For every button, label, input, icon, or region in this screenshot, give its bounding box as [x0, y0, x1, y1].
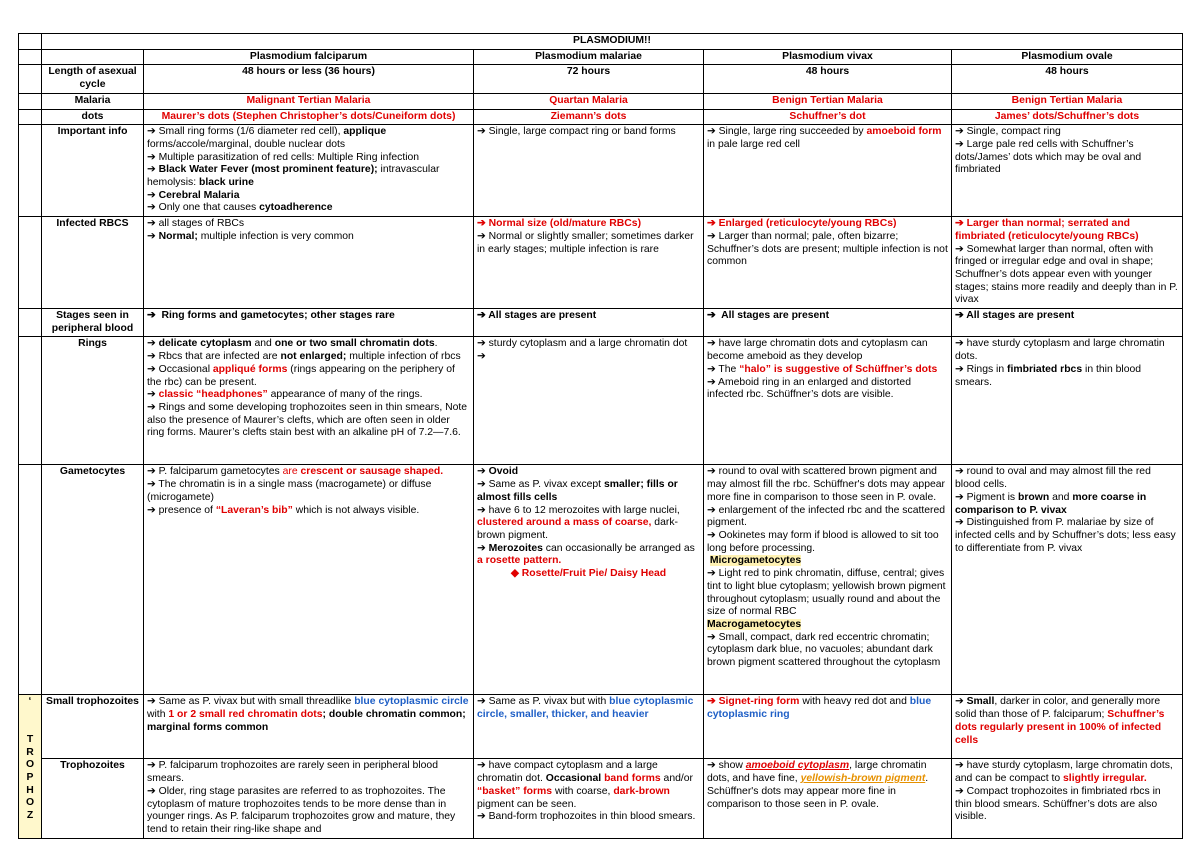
blank-cell — [19, 109, 42, 125]
gametocytes-vivax: ➔ round to oval with scattered brown pigment and may almost fill the rbc. Schüffner's dots may appear more fine in comparison to those seen in P. ovale. ➔ enlargement of the infected rbc and the scattered pigment. ➔ Ookinetes may form if blood is allowed to sit too long before processing. Microgametocytes ➔ Light red to pink chromatin, diffuse, central; gives tint to light blue cytoplasm; yellowish brown pigment throughout cytoplasm; usually round and about the size of normal RBC Macrogametocytes ➔ Small, compact, dark red eccentric chromatin; cytoplasm dark blue, no vacuoles; abundant dark brown pigment scattered throughout the cytoplasm — [704, 465, 952, 695]
side-mark: ‘ — [28, 696, 32, 708]
malaria-malariae: Quartan Malaria — [474, 93, 704, 109]
small-troph-ovale: ➔ Small, darker in color, and generally more solid than those of P. falciparum; Schuffner’s dots regularly present in 100% of infected cells — [952, 695, 1183, 759]
malaria-falciparum: Malignant Tertian Malaria — [144, 93, 474, 109]
rings-vivax: ➔ have large chromatin dots and cytoplasm can become ameboid as they develop ➔ The “halo” is suggestive of Schüffner’s dots ➔ Ameboid ring in an enlarged and distorted infected rbc. Schüffner’s dots are visible. — [704, 337, 952, 465]
malaria-ovale: Benign Tertian Malaria — [952, 93, 1183, 109]
row-label-stages: Stages seen in peripheral blood — [42, 309, 144, 337]
rings-malariae: ➔ sturdy cytoplasm and a large chromatin dot ➔ — [474, 337, 704, 465]
row-label-infected: Infected RBCS — [42, 217, 144, 309]
dots-falciparum: Maurer’s dots (Stephen Christopher’s dots/Cuneiform dots) — [144, 109, 474, 125]
blank-cell — [19, 465, 42, 695]
row-label-malaria: Malaria — [42, 93, 144, 109]
stages-vivax: ➔ All stages are present — [704, 309, 952, 337]
blank-cell — [19, 337, 42, 465]
stages-malariae: ➔ All stages are present — [474, 309, 704, 337]
column-header-ovale: Plasmodium ovale — [952, 49, 1183, 65]
cycle-malariae: 72 hours — [474, 65, 704, 93]
stages-ovale: ➔ All stages are present — [952, 309, 1183, 337]
troph-vivax: ➔ show amoeboid cytoplasm, large chromatin dots, and have fine, yellowish-brown pigment. Schüffner's dots may appear more fine in comparison to those seen in P. ovale. — [704, 759, 952, 838]
cycle-ovale: 48 hours — [952, 65, 1183, 93]
blank-cell — [19, 93, 42, 109]
important-falciparum: ➔ Small ring forms (1/6 diameter red cell), applique forms/accole/marginal, double nuclear dots ➔ Multiple parasitization of red cells: Multiple Ring infection ➔ Black Water Fever (most prominent feature); intravascular hemolysis: black urine ➔ Cerebral Malaria ➔ Only one that causes cytoadherence — [144, 125, 474, 217]
important-malariae: ➔ Single, large compact ring or band forms — [474, 125, 704, 217]
dots-vivax: Schuffner’s dot — [704, 109, 952, 125]
row-label-important: Important info — [42, 125, 144, 217]
row-label-dots: dots — [42, 109, 144, 125]
important-vivax: ➔ Single, large ring succeeded by amoeboid form in pale large red cell — [704, 125, 952, 217]
blank-cell — [19, 309, 42, 337]
gametocytes-falciparum: ➔ P. falciparum gametocytes are crescent or sausage shaped. ➔ The chromatin is in a single mass (macrogamete) or diffuse (microgamete) ➔ presence of “Laveran’s bib” which is not always visible. — [144, 465, 474, 695]
blank-cell — [19, 34, 42, 50]
cycle-falciparum: 48 hours or less (36 hours) — [144, 65, 474, 93]
small-troph-falciparum: ➔ Same as P. vivax but with small threadlike blue cytoplasmic circle with 1 or 2 small red chromatin dots; double chromatin common; marginal forms common — [144, 695, 474, 759]
rings-ovale: ➔ have sturdy cytoplasm and large chromatin dots. ➔ Rings in fimbriated rbcs in thin blood smears. — [952, 337, 1183, 465]
infected-malariae: ➔ Normal size (old/mature RBCs) ➔ Normal or slightly smaller; sometimes darker in early stages; multiple infection is rare — [474, 217, 704, 309]
troph-malariae: ➔ have compact cytoplasm and a large chromatin dot. Occasional band forms and/or “basket” forms with coarse, dark-brown pigment can be seen. ➔ Band-form trophozoites in thin blood smears. — [474, 759, 704, 838]
table-title: PLASMODIUM!! — [42, 34, 1183, 50]
plasmodium-table — [18, 33, 1183, 839]
dots-ovale: James’ dots/Schuffner’s dots — [952, 109, 1183, 125]
row-label-gametocytes: Gametocytes — [42, 465, 144, 695]
blank-cell — [19, 217, 42, 309]
small-troph-malariae: ➔ Same as P. vivax but with blue cytoplasmic circle, smaller, thicker, and heavier — [474, 695, 704, 759]
blank-cell — [19, 125, 42, 217]
gametocytes-malariae: ➔ Ovoid ➔ Same as P. vivax except smaller; fills or almost fills cells ➔ have 6 to 12 merozoites with large nuclei, clustered around a mass of coarse, dark-brown pigment. ➔ Merozoites can occasionally be arranged as a rosette pattern. ◆ Rosette/Fruit Pie/ Daisy Head — [474, 465, 704, 695]
row-label-cycle: Length of asexual cycle — [42, 65, 144, 93]
troph-ovale: ➔ have sturdy cytoplasm, large chromatin dots, and can be compact to slightly irregular. ➔ Compact trophozoites in fimbriated rbcs in thin blood smears. Schüffner’s dots are also visible. — [952, 759, 1183, 838]
rings-falciparum: ➔ delicate cytoplasm and one or two small chromatin dots. ➔ Rbcs that are infected are not enlarged; multiple infection of rbcs ➔ Occasional appliqué forms (rings appearing on the periphery of the rbc) can be present. ➔ classic “headphones” appearance of many of the rings. ➔ Rings and some developing trophozoites seen in thin smears, Note also the presence of Maurer’s clefts, which are often seen in older ring forms. Maurer’s clefts stain best with an alkaline pH of 7.2—7.6. — [144, 337, 474, 465]
infected-ovale: ➔ Larger than normal; serrated and fimbriated (reticulocyte/young RBCs) ➔ Somewhat larger than normal, often with fringed or irregular edge and oval in shape; Schuffner’s dots appear even with younger stages; stains more readily and deeply than in P. vivax — [952, 217, 1183, 309]
troph-falciparum: ➔ P. falciparum trophozoites are rarely seen in peripheral blood smears. ➔ Older, ring stage parasites are referred to as trophozoites. The cytoplasm of mature trophozoites tends to be more dense than in younger rings. As P. falciparum trophozoites grow and mature, they tend to retain their ring-like shape and — [144, 759, 474, 838]
column-header-malariae: Plasmodium malariae — [474, 49, 704, 65]
gametocytes-ovale: ➔ round to oval and may almost fill the red blood cells. ➔ Pigment is brown and more coarse in comparison to P. vivax ➔ Distinguished from P. malariae by size of infected cells and by Schuffner’s dots; less easy to differentiate from P. vivax — [952, 465, 1183, 695]
infected-vivax: ➔ Enlarged (reticulocyte/young RBCs) ➔ Larger than normal; pale, often bizarre; Schuffner’s dots are present; multiple infection is not common — [704, 217, 952, 309]
important-ovale: ➔ Single, compact ring ➔ Large pale red cells with Schuffner’s dots/James’ dots which may be oval and fimbriated — [952, 125, 1183, 217]
row-label-troph: Trophozoites — [42, 759, 144, 838]
blank-cell — [19, 65, 42, 93]
infected-falciparum: ➔ all stages of RBCs ➔ Normal; multiple infection is very common — [144, 217, 474, 309]
row-label-small-troph: Small trophozoites — [42, 695, 144, 759]
column-header-falciparum: Plasmodium falciparum — [144, 49, 474, 65]
cycle-vivax: 48 hours — [704, 65, 952, 93]
malaria-vivax: Benign Tertian Malaria — [704, 93, 952, 109]
side-letters: T R O P H O Z — [25, 734, 35, 821]
trophozoite-side-label — [19, 695, 42, 838]
dots-malariae: Ziemann’s dots — [474, 109, 704, 125]
small-troph-vivax: ➔ Signet-ring form with heavy red dot and blue cytoplasmic ring — [704, 695, 952, 759]
stages-falciparum: ➔ Ring forms and gametocytes; other stages rare — [144, 309, 474, 337]
row-label-rings: Rings — [42, 337, 144, 465]
blank-cell — [19, 49, 42, 65]
column-header-vivax: Plasmodium vivax — [704, 49, 952, 65]
blank-cell — [42, 49, 144, 65]
